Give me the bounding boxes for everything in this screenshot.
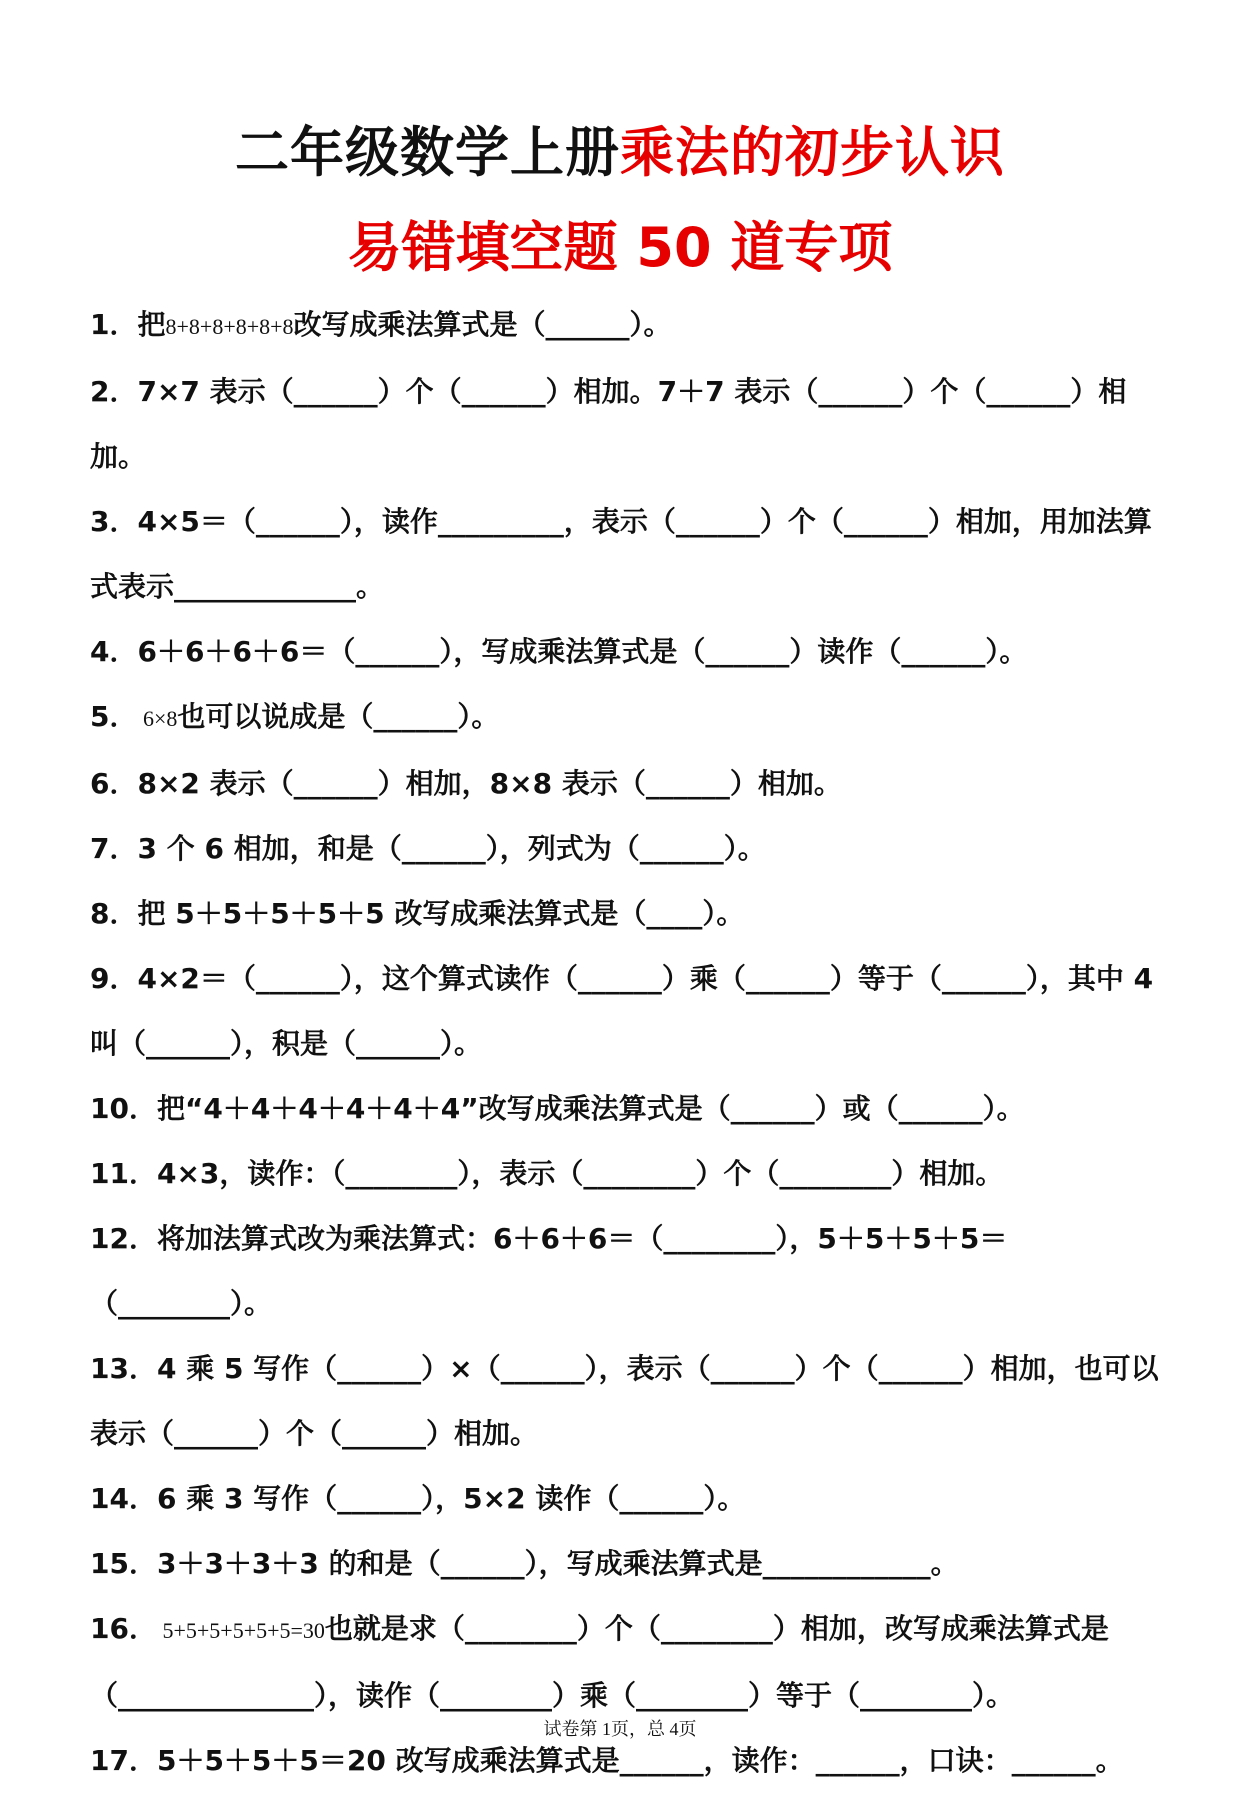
question-number: 3． — [90, 505, 138, 538]
question-text: 3 个 6 相加，和是（______），列式为（______）。 — [137, 832, 766, 865]
question-item — [90, 1076, 1170, 1141]
question-number: 10． — [90, 1092, 157, 1125]
question-number: 12． — [90, 1222, 157, 1255]
question-number: 5． — [90, 700, 138, 733]
title-black-part: 二年级数学上册 — [235, 121, 620, 184]
question-item — [90, 751, 1170, 816]
question-text: 也就是求（________）个（________）相加，改写成乘法算式是（______________），读作（________）乘（________）等于（________）。 — [90, 1612, 1109, 1712]
question-number: 8． — [90, 897, 138, 930]
question-text: 将加法算式改为乘法算式：6＋6＋6＝（________），5＋5＋5＋5＝（________）。 — [90, 1222, 1008, 1320]
question-text: 也可以说成是（______）。 — [177, 700, 500, 733]
question-number: 7． — [90, 832, 138, 865]
question-text: 7×7 表示（______）个（______）相加。7＋7 表示（______）个（______）相加。 — [90, 375, 1127, 473]
question-item — [90, 684, 1170, 751]
question-number: 13． — [90, 1352, 157, 1385]
question-number: 16． — [90, 1612, 157, 1645]
question-item — [90, 1336, 1170, 1466]
question-item — [90, 946, 1170, 1076]
question-number: 11． — [90, 1157, 157, 1190]
question-text: 4×2＝（______），这个算式读作（______）乘（______）等于（______），其中 4 叫（______），积是（______）。 — [90, 962, 1163, 1060]
question-number: 9． — [90, 962, 138, 995]
question-number: 1． — [90, 308, 138, 341]
question-text: 改写成乘法算式是（______）。 — [293, 308, 672, 341]
question-text: 把“4＋4＋4＋4＋4＋4”改写成乘法算式是（______）或（______）。 — [156, 1092, 1025, 1125]
question-text: 4×3，读作：（________），表示（________）个（________）相加。 — [156, 1157, 1004, 1190]
question-text: 6 乘 3 写作（______），5×2 读作（______）。 — [156, 1482, 746, 1515]
question-number: 15． — [90, 1547, 157, 1580]
question-formula: 8+8+8+8+8+8 — [165, 314, 294, 339]
page-footer: 试卷第 1页，总 4页 — [543, 1719, 697, 1739]
question-item — [90, 816, 1170, 881]
question-item — [90, 1206, 1170, 1336]
question-item — [90, 1141, 1170, 1206]
question-number: 6． — [90, 767, 138, 800]
question-item — [90, 1531, 1170, 1596]
question-item — [90, 489, 1170, 619]
question-number: 4． — [90, 635, 138, 668]
page-title — [0, 110, 1240, 187]
question-item — [90, 881, 1170, 946]
question-number: 14． — [90, 1482, 157, 1515]
question-number: 17． — [90, 1744, 157, 1777]
question-text: 把 — [137, 308, 166, 341]
question-text: 3＋3＋3＋3 的和是（______），写成乘法算式是____________。 — [156, 1547, 959, 1580]
question-item — [90, 359, 1170, 489]
question-text: 8×2 表示（______）相加，8×8 表示（______）相加。 — [137, 767, 842, 800]
question-text: 把 5＋5＋5＋5＋5 改写成乘法算式是（____）。 — [137, 897, 745, 930]
question-text: 5＋5＋5＋5＝20 改写成乘法算式是______，读作：______，口诀：______。 — [156, 1744, 1124, 1777]
question-text: 6＋6＋6＋6＝（______），写成乘法算式是（______）读作（______）。 — [137, 635, 1028, 668]
page-subtitle: 易错填空题 50 道专项 — [347, 216, 893, 279]
question-number: 2． — [90, 375, 138, 408]
question-formula: 6×8 — [137, 706, 178, 731]
question-list — [90, 292, 1170, 1793]
question-item — [90, 619, 1170, 684]
title-red-part: 乘法的初步认识 — [620, 121, 1005, 184]
question-item — [90, 292, 1170, 359]
question-item — [90, 1466, 1170, 1531]
question-text: 4×5＝（______），读作_________，表示（______）个（______）相加，用加法算式表示_____________。 — [90, 505, 1152, 603]
question-text: 4 乘 5 写作（______）×（______），表示（______）个（______）相加，也可以表示（______）个（______）相加。 — [90, 1352, 1159, 1450]
question-formula: 5+5+5+5+5+5=30 — [156, 1618, 325, 1643]
question-item — [90, 1596, 1170, 1728]
